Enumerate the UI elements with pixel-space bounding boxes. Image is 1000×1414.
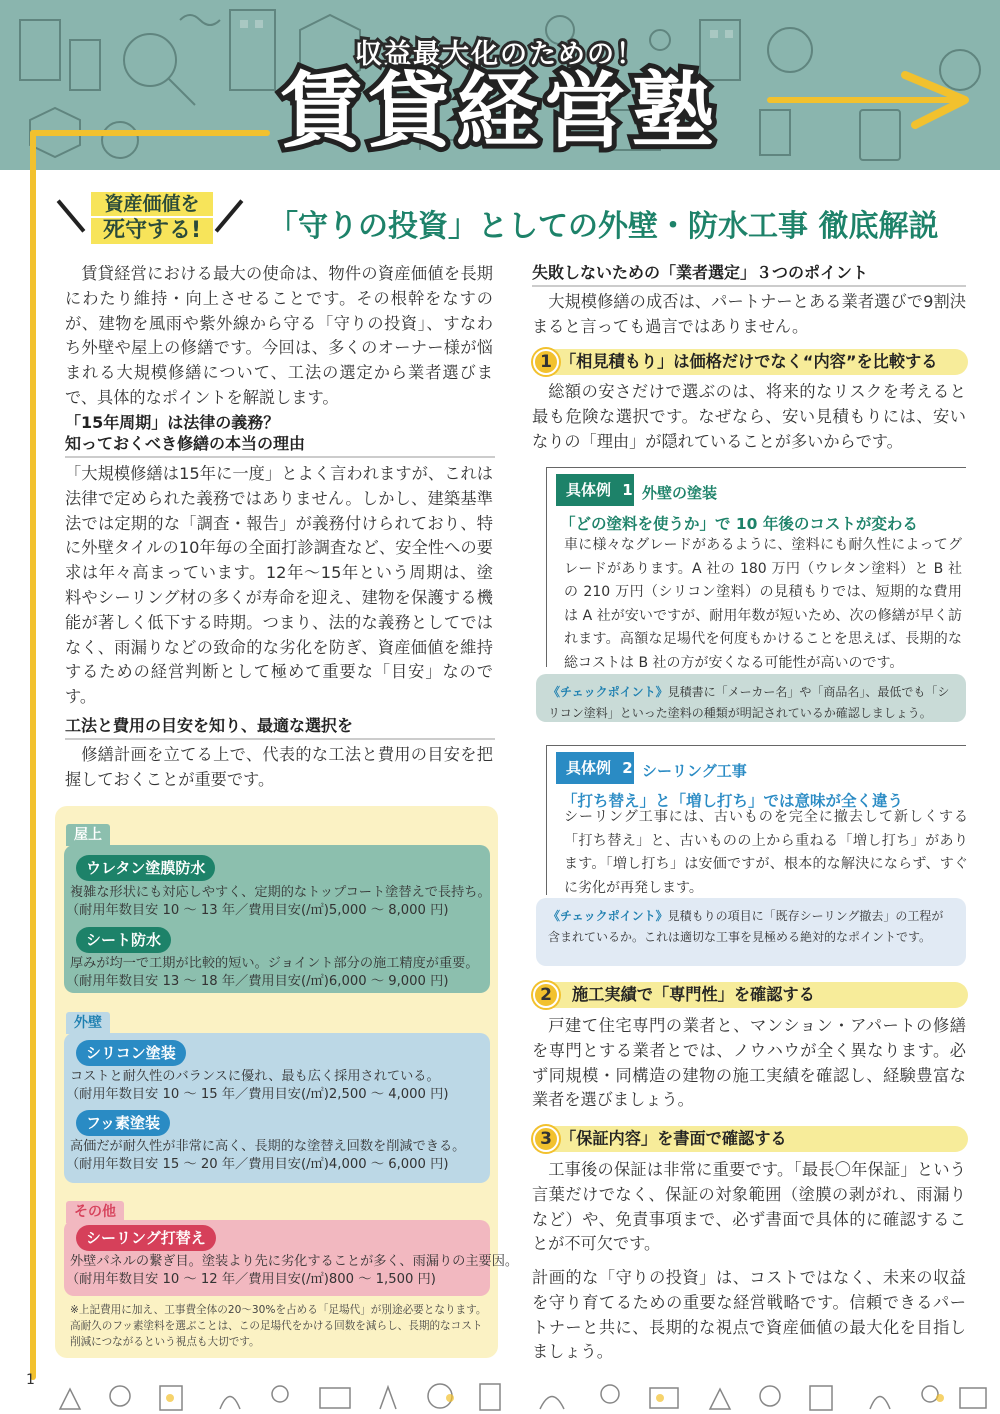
example1-frame-left (546, 467, 547, 667)
example2-title: シーリング工事 (642, 762, 747, 780)
header-subtitle: 収益最大化のための！ (355, 39, 645, 70)
roof-item-1-spec: （耐用年数目安 10 ～ 13 年／費用目安(/㎡)5,000 ～ 8,000 円) (66, 903, 449, 918)
section1-underline (65, 456, 495, 458)
example1-checkpoint (536, 674, 966, 722)
example1-frame-top (546, 467, 966, 468)
wall-item-1-name: シリコン塗装 (76, 1040, 186, 1066)
page-number: 1 (26, 1372, 35, 1388)
badge-slash-left (57, 199, 86, 232)
example1-check-text: 見積書に「メーカー名」や「商品名」、最低でも「シリコン塗料」といった塗料の種類が明記されているか確認しましょう。 (548, 685, 950, 720)
example2-subtitle: 「打ち替え」と「増し打ち」では意味が全く違う (562, 792, 904, 810)
point3-body: 工事後の保証は非常に重要です。「最長〇年保証」という言葉だけでなく、保証の対象範囲（塗膜の剥がれ、雨漏りなど）や、免責事項まで、必ず書面で具体的に確認することが不可欠です。 (532, 1160, 966, 1254)
header-title: 賃貸経営塾 (279, 64, 720, 159)
badge-slash-right (215, 199, 244, 232)
right-heading-underline (532, 285, 966, 287)
example2-check-label: 《チェックポイント》 (548, 909, 668, 923)
other-item-1-name: シーリング打替え (76, 1225, 216, 1251)
point1-title: 「相見積もり」は価格だけでなく“内容”を比較する (548, 349, 968, 375)
example1-tag-num: 1 (622, 481, 633, 499)
footer-illustration (40, 1374, 1000, 1414)
wall-item-1-desc: コストと耐久性のバランスに優れ、最も広く採用されている。 (70, 1069, 440, 1084)
wall-item-1-spec: （耐用年数目安 10 ～ 15 年／費用目安(/㎡)2,500 ～ 4,000 円) (66, 1087, 449, 1102)
frame-line-top (30, 130, 270, 136)
section1-heading-2: 知っておくべき修繕の本当の理由 (65, 434, 306, 453)
point1-number: 1 (533, 349, 559, 375)
example2-frame-left (546, 745, 547, 895)
right-heading: 失敗しないための「業者選定」３つのポイント (532, 263, 869, 282)
other-item-1-desc: 外壁パネルの繋ぎ目。塗装より先に劣化することが多く、雨漏りの主要因。 (70, 1254, 519, 1269)
frame-line-left (30, 130, 36, 1380)
example2-tag-num: 2 (622, 759, 633, 777)
example1-title: 外壁の塗装 (642, 484, 718, 502)
left-intro: 賃貸経営における最大の使命は、物件の資産価値を長期にわたり維持・向上させることです。その根幹をなすのが、建物を風雨や紫外線から守る「守りの投資」、すなわち外壁や屋上の修繕です。今回は、多くのオーナー様が悩まれる大規模修繕について、工法の選定から業者選びまで、具体的なポイントを解説します。 (65, 264, 493, 407)
other-tag: その他 (66, 1201, 124, 1223)
example1-check-label: 《チェックポイント》 (548, 685, 668, 699)
other-item-1-spec: （耐用年数目安 10 ～ 12 年／費用目安(/㎡)800 ～ 1,500 円) (66, 1272, 436, 1287)
point3-title: 「保証内容」を書面で確認する (548, 1126, 968, 1152)
closing-paragraph: 計画的な「守りの投資」は、コストではなく、未来の収益を守り育てるための重要な経営戦略です。信頼できるパートナーと共に、長期的な視点で資産価値の最大化を目指しましょう。 (532, 1268, 966, 1362)
roof-tag: 屋上 (66, 824, 110, 846)
roof-item-1-name: ウレタン塗膜防水 (76, 855, 215, 881)
example2-frame-top (546, 745, 966, 746)
header-banner (0, 0, 1000, 170)
example2-tag (556, 752, 634, 784)
example2-check-text: 見積もりの項目に「既存シーリング撤去」の工程が含まれているか。これは適切な工事を見極める絶対的なポイントです。 (548, 909, 944, 944)
example2-tag-label: 具体例 (566, 759, 612, 777)
section2-heading: 工法と費用の目安を知り、最適な選択を (65, 716, 354, 735)
wall-item-2-spec: （耐用年数目安 15 ～ 20 年／費用目安(/㎡)4,000 ～ 6,000 円) (66, 1157, 449, 1172)
point2-number: 2 (533, 982, 559, 1008)
badge-line-2: 死守する! (91, 218, 213, 244)
section2-underline (65, 738, 495, 740)
example1-body: 車に様々なグレードがあるように、塗料にも耐久性によってグレードがあります。A 社の 180 万円（ウレタン塗料）と B 社の 210 万円（シリコン塗料）の見積もりでは、短期的な費用は A 社が安いですが、耐用年数が短いため、次の修繕が早く訪れます。高額な足場代を何度もかけることを思えば、長期的な総コストは B 社の方が安くなる可能性が高いのです。 (564, 537, 962, 671)
section2-body: 修繕計画を立てる上で、代表的な工法と費用の目安を把握しておくことが重要です。 (65, 745, 493, 789)
wall-tag: 外壁 (66, 1012, 110, 1034)
example1-subtitle: 「どの塗料を使うか」で 10 年後のコストが変わる (560, 515, 918, 533)
example1-tag-label: 具体例 (566, 481, 612, 499)
point1-body: 総額の安さだけで選ぶのは、将来的なリスクを考えると最も危険な選択です。なぜなら、安い見積もりには、安いなりの「理由」が隠れていることが多いからです。 (532, 382, 966, 451)
example1-tag (556, 474, 634, 506)
roof-item-2-desc: 厚みが均一で工期が比較的短い。ジョイント部分の施工精度が重要。 (70, 956, 479, 971)
badge-line-1: 資産価値を (91, 192, 213, 216)
roof-item-1-desc: 複雑な形状にも対応しやすく、定期的なトップコート塗替えで長持ち。 (70, 885, 491, 900)
cost-note: ※上記費用に加え、工事費全体の20〜30%を占める「足場代」が別途必要となります。高耐久のフッ素塗料を選ぶことは、この足場代をかける回数を減らし、長期的なコスト削減につながるという視点も大切です。 (70, 1304, 487, 1348)
section1-heading-1: 「15年周期」は法律の義務？ (65, 413, 280, 432)
section1-body: 「大規模修繕は15年に一度」とよく言われますが、これは法律で定められた義務ではありません。しかし、建築基準法では定期的な「調査・報告」が義務付けられており、特に外壁タイルの10年毎の全面打診調査など、安全性への要求は年々高まっています。12年〜15年という周期は、塗料やシーリング材の多くが寿命を迎え、建物を保護する機能が著しく低下する時期。つまり、法的な義務としてではなく、雨漏りなどの致命的な劣化を防ぎ、資産価値を維持するための経営判断として極めて重要な「目安」なのです。 (65, 464, 493, 707)
wall-item-2-desc: 高価だが耐久性が非常に高く、長期的な塗替え回数を削減できる。 (70, 1139, 466, 1154)
point2-title: 施工実績で「専門性」を確認する (548, 982, 968, 1008)
right-intro: 大規模修繕の成否は、パートナーとある業者選びで9割決まると言っても過言ではありません。 (532, 292, 966, 336)
roof-item-2-spec: （耐用年数目安 13 ～ 18 年／費用目安(/㎡)6,000 ～ 9,000 円) (66, 974, 449, 989)
roof-item-2-name: シート防水 (76, 927, 171, 953)
wall-item-2-name: フッ素塗装 (76, 1110, 170, 1136)
example2-checkpoint (536, 898, 966, 966)
point2-body: 戸建て住宅専門の業者と、マンション・アパートの修繕を専門とする業者とでは、ノウハウが全く異なります。必ず同規模・同構造の建物の施工実績を確認し、経験豊富な業者を選びましょう。 (532, 1016, 966, 1110)
example2-body: シーリング工事には、古いものを完全に撤去して新しくする「打ち替え」と、古いものの上から重ねる「増し打ち」があります。「増し打ち」は安価ですが、根本的な解決にならず、すぐに劣化が再発します。 (564, 809, 968, 896)
main-heading: 「守りの投資」としての外壁・防水工事 徹底解説 (268, 209, 939, 244)
point3-number: 3 (533, 1126, 559, 1152)
title-badge (55, 190, 245, 248)
